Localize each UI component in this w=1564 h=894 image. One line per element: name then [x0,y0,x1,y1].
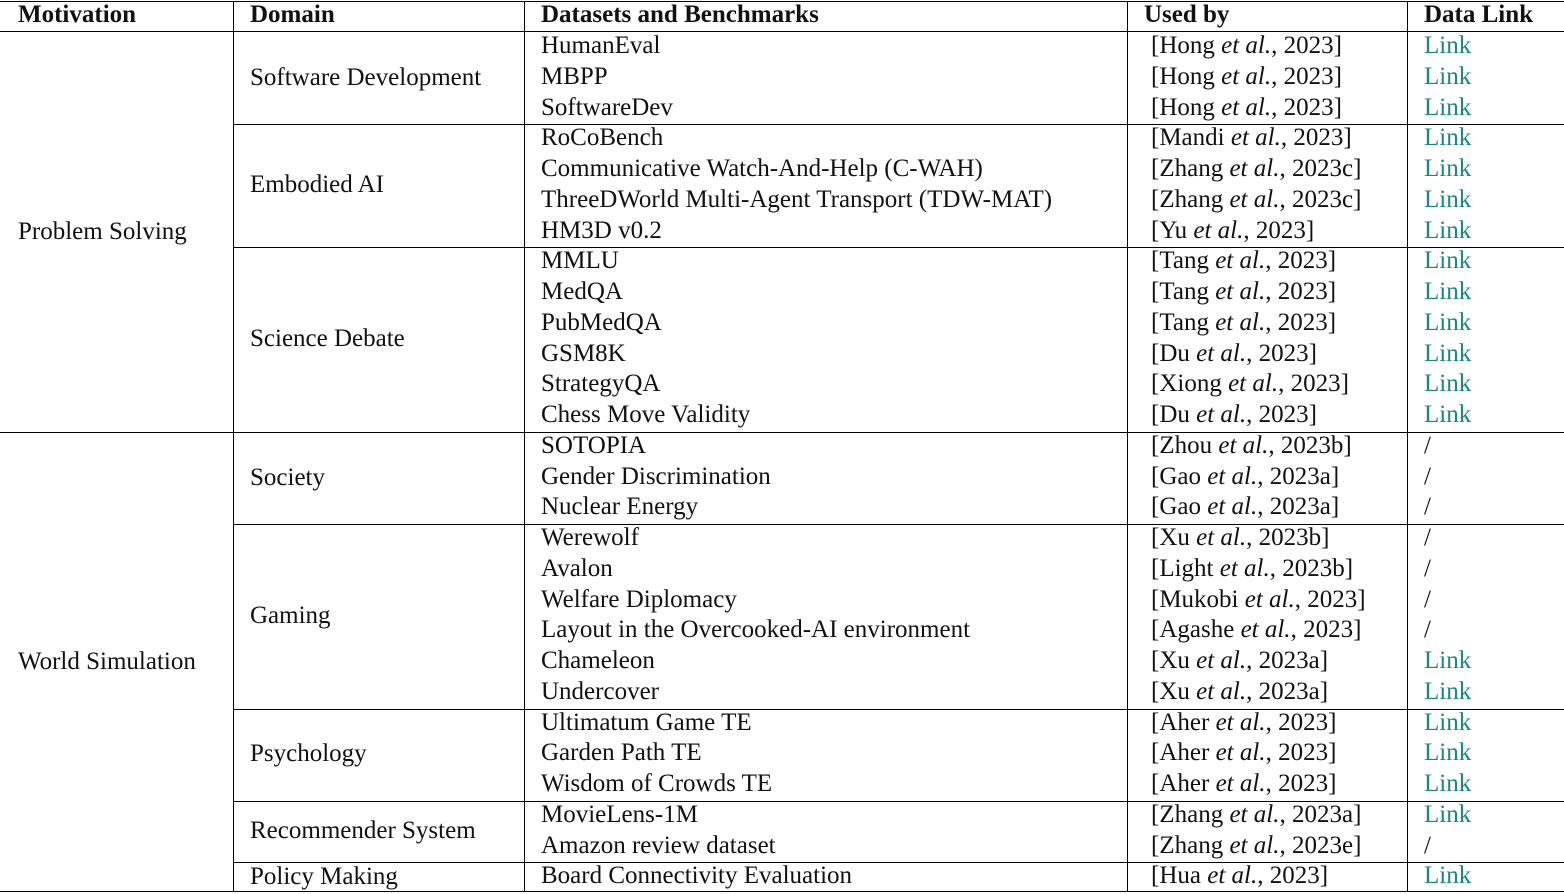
dataset-name: Nuclear Energy [541,493,699,521]
data-link[interactable]: Link [1424,308,1472,336]
dataset-name: MedQA [541,278,623,305]
citation-et-al: et al. [1196,524,1247,551]
citation[interactable]: [Mukobi et al., 2023] [1151,585,1366,613]
citation-author: Tang [1159,308,1209,336]
citation-et-al: et al. [1221,93,1272,121]
citation-year: 2023a [1269,493,1331,521]
dataset-name: SOTOPIA [541,431,647,459]
citation-year: 2023 [1283,93,1334,121]
citation[interactable]: [Zhang et al., 2023a] [1151,800,1362,828]
citation-author: Gao [1159,493,1201,521]
citation-author: Gao [1159,462,1201,490]
citation-year: 2023 [1307,585,1358,613]
citation-year: 2023e [1291,831,1354,859]
citation-et-al: et al. [1244,585,1295,613]
dataset-name: Garden Path TE [541,739,702,767]
data-link[interactable]: Link [1424,739,1472,767]
citation-year: 2023 [1277,308,1328,336]
motivation-cell: World Simulation [18,648,196,675]
citation[interactable]: [Hong et al., 2023] [1151,32,1342,59]
no-link-slash: / [1424,493,1431,521]
citation[interactable]: [Gao et al., 2023a] [1151,493,1340,521]
citation-et-al: et al. [1219,554,1270,582]
citation-et-al: et al. [1196,401,1247,428]
citation-year: 2023b [1280,431,1344,459]
data-link[interactable]: Link [1424,93,1472,121]
domain-separator [233,862,1564,863]
data-link[interactable]: Link [1424,62,1472,90]
data-link[interactable]: Link [1424,800,1472,828]
citation-et-al: et al. [1230,124,1281,152]
citation-et-al: et al. [1215,739,1266,767]
citation-author: Tang [1159,278,1209,305]
citation-author: Zhou [1159,431,1213,459]
citation[interactable]: [Zhou et al., 2023b] [1151,431,1352,459]
citation-year: 2023 [1278,739,1329,767]
citation-et-al: et al. [1229,800,1280,828]
citation[interactable]: [Xu et al., 2023a] [1151,677,1329,705]
citation[interactable]: [Aher et al., 2023] [1151,708,1337,736]
no-link-slash: / [1424,431,1431,459]
dataset-name: MovieLens-1M [541,800,698,828]
dataset-name: PubMedQA [541,308,662,336]
dataset-name: Gender Discrimination [541,462,771,490]
header-domain: Domain [250,1,335,28]
citation-year: 2023 [1293,124,1344,152]
citation-author: Aher [1159,770,1210,797]
citation-et-al: et al. [1229,185,1280,213]
citation-et-al: et al. [1196,647,1247,674]
dataset-name: Chameleon [541,647,655,674]
citation-year: 2023 [1283,32,1334,59]
citation[interactable]: [Gao et al., 2023a] [1151,462,1340,490]
dataset-name: MBPP [541,62,608,90]
data-link[interactable]: Link [1424,185,1472,213]
header-motivation: Motivation [18,1,137,28]
citation-year: 2023a [1258,647,1320,674]
citation-author: Mandi [1159,124,1225,152]
citation[interactable]: [Yu et al., 2023] [1151,216,1315,244]
citation-et-al: et al. [1207,862,1258,890]
data-link[interactable]: Link [1424,862,1472,890]
citation-et-al: et al. [1229,155,1280,182]
citation-year: 2023 [1277,247,1328,275]
no-link-slash: / [1424,462,1431,490]
dataset-name: Board Connectivity Evaluation [541,862,853,890]
citation-author: Tang [1159,247,1209,275]
dataset-name: ThreeDWorld Multi-Agent Transport (TDW-MAT) [541,185,1053,213]
domain-separator [233,432,1564,433]
no-link-slash: / [1424,554,1431,582]
citation-et-al: et al. [1215,770,1266,797]
citation[interactable]: [Aher et al., 2023] [1151,770,1337,797]
citation[interactable]: [Hong et al., 2023] [1151,62,1342,90]
citation-et-al: et al. [1196,339,1247,367]
citation-author: Du [1159,401,1190,428]
citation-author: Hong [1159,93,1215,121]
domain-cell: Software Development [250,63,482,91]
citation[interactable]: [Light et al., 2023b] [1151,554,1354,582]
data-link[interactable]: Link [1424,155,1472,182]
citation-year: 2023 [1277,278,1328,305]
dataset-name: Ultimatum Game TE [541,708,752,736]
citation-author: Light [1159,554,1214,582]
citation[interactable]: [Zhang et al., 2023c] [1151,155,1362,182]
no-link-slash: / [1424,616,1431,644]
citation-year: 2023c [1291,155,1354,182]
data-link[interactable]: Link [1424,124,1472,152]
citation-author: Du [1159,339,1190,367]
citation[interactable]: [Hua et al., 2023] [1151,862,1329,890]
dataset-name: Layout in the Overcooked-AI environment [541,616,971,644]
data-link[interactable]: Link [1424,770,1472,797]
citation[interactable]: [Zhang et al., 2023c] [1151,185,1362,213]
citation-et-al: et al. [1240,616,1291,644]
dataset-name: SoftwareDev [541,93,673,121]
dataset-name: StrategyQA [541,370,661,398]
citation-author: Zhang [1159,155,1224,182]
citation-year: 2023 [1258,339,1309,367]
citation[interactable]: [Hong et al., 2023] [1151,93,1342,121]
citation[interactable]: [Zhang et al., 2023e] [1151,831,1362,859]
domain-cell: Psychology [250,740,367,768]
col-divider-1 [233,1,234,892]
domain-separator [233,524,1564,525]
citation[interactable]: [Tang et al., 2023] [1151,247,1337,275]
domain-cell: Society [250,463,325,491]
col-divider-3 [1127,1,1128,892]
domain-separator [233,801,1564,802]
citation-author: Hua [1159,862,1201,890]
no-link-slash: / [1424,831,1431,859]
data-link[interactable]: Link [1424,32,1472,59]
citation-author: Agashe [1159,616,1235,644]
citation-et-al: et al. [1221,62,1272,90]
citation-author: Xiong [1159,370,1222,398]
col-divider-4 [1407,1,1408,892]
citation-year: 2023 [1278,708,1329,736]
data-link[interactable]: Link [1424,278,1472,305]
domain-separator [233,247,1564,248]
citation[interactable]: [Tang et al., 2023] [1151,278,1337,305]
citation-year: 2023 [1278,770,1329,797]
no-link-slash: / [1424,524,1431,551]
citation-year: 2023 [1290,370,1341,398]
citation-author: Zhang [1159,800,1224,828]
citation-et-al: et al. [1196,677,1247,705]
citation-author: Yu [1159,216,1188,244]
citation-et-al: et al. [1221,32,1272,59]
citation-author: Xu [1159,524,1190,551]
citation-author: Zhang [1159,185,1224,213]
no-link-slash: / [1424,585,1431,613]
dataset-name: Wisdom of Crowds TE [541,770,773,797]
citation[interactable]: [Agashe et al., 2023] [1151,616,1362,644]
domain-separator [233,709,1564,710]
data-link[interactable]: Link [1424,708,1472,736]
citation-year: 2023b [1258,524,1322,551]
citation-year: 2023b [1282,554,1345,582]
citation-author: Aher [1159,708,1210,736]
citation-year: 2023 [1303,616,1354,644]
citation-author: Hong [1159,32,1215,59]
citation-year: 2023 [1255,216,1306,244]
citation-author: Xu [1159,647,1190,674]
citation[interactable]: [Xiong et al., 2023] [1151,370,1349,398]
motivation-cell: Problem Solving [18,217,187,245]
citation-et-al: et al. [1228,370,1279,398]
citation-author: Xu [1159,677,1190,705]
citation-year: 2023a [1258,677,1320,705]
citation-year: 2023 [1283,62,1334,90]
data-link[interactable]: Link [1424,370,1472,398]
citation-et-al: et al. [1207,462,1258,490]
domain-separator [233,124,1564,125]
dataset-name: GSM8K [541,339,626,367]
header-used-by: Used by [1144,1,1230,28]
citation[interactable]: [Mandi et al., 2023] [1151,124,1352,152]
dataset-name: RoCoBench [541,124,664,152]
domain-cell: Science Debate [250,325,405,353]
citation[interactable]: [Xu et al., 2023a] [1151,647,1329,674]
data-link[interactable]: Link [1424,339,1472,367]
citation-et-al: et al. [1218,431,1269,459]
citation-year: 2023a [1291,800,1354,828]
citation-author: Hong [1159,62,1215,90]
dataset-name: Chess Move Validity [541,401,751,428]
citation-author: Aher [1159,739,1210,767]
domain-cell: Embodied AI [250,171,385,199]
citation-year: 2023c [1291,185,1354,213]
citation-year: 2023a [1269,462,1331,490]
citation-et-al: et al. [1215,247,1266,275]
data-link[interactable]: Link [1424,216,1472,244]
data-link[interactable]: Link [1424,401,1472,428]
citation-et-al: et al. [1215,278,1266,305]
citation-et-al: et al. [1215,308,1266,336]
dataset-name: Werewolf [541,524,639,551]
domain-cell: Policy Making [250,863,398,891]
citation-et-al: et al. [1215,708,1266,736]
header-datasets: Datasets and Benchmarks [541,1,819,28]
header-data-link: Data Link [1424,1,1534,28]
citation-year: 2023 [1258,401,1309,428]
citation-et-al: et al. [1193,216,1244,244]
citation[interactable]: [Xu et al., 2023b] [1151,524,1330,551]
data-link[interactable]: Link [1424,647,1472,674]
dataset-name: Undercover [541,677,659,705]
domain-cell: Recommender System [250,817,476,845]
citation[interactable]: [Du et al., 2023] [1151,339,1317,367]
citation-et-al: et al. [1207,493,1258,521]
citation[interactable]: [Du et al., 2023] [1151,401,1317,428]
dataset-name: Communicative Watch-And-Help (C-WAH) [541,155,983,182]
col-divider-2 [524,1,525,892]
dataset-name: HumanEval [541,32,661,59]
data-link[interactable]: Link [1424,677,1472,705]
dataset-name: MMLU [541,247,619,275]
citation[interactable]: [Aher et al., 2023] [1151,739,1337,767]
dataset-name: Avalon [541,554,613,582]
citation-author: Zhang [1159,831,1224,859]
citation[interactable]: [Tang et al., 2023] [1151,308,1337,336]
data-link[interactable]: Link [1424,247,1472,275]
domain-cell: Gaming [250,601,331,629]
dataset-name: HM3D v0.2 [541,216,662,244]
dataset-name: Amazon review dataset [541,831,776,859]
dataset-name: Welfare Diplomacy [541,585,737,613]
citation-author: Mukobi [1159,585,1239,613]
citation-year: 2023 [1269,862,1320,890]
citation-et-al: et al. [1229,831,1280,859]
